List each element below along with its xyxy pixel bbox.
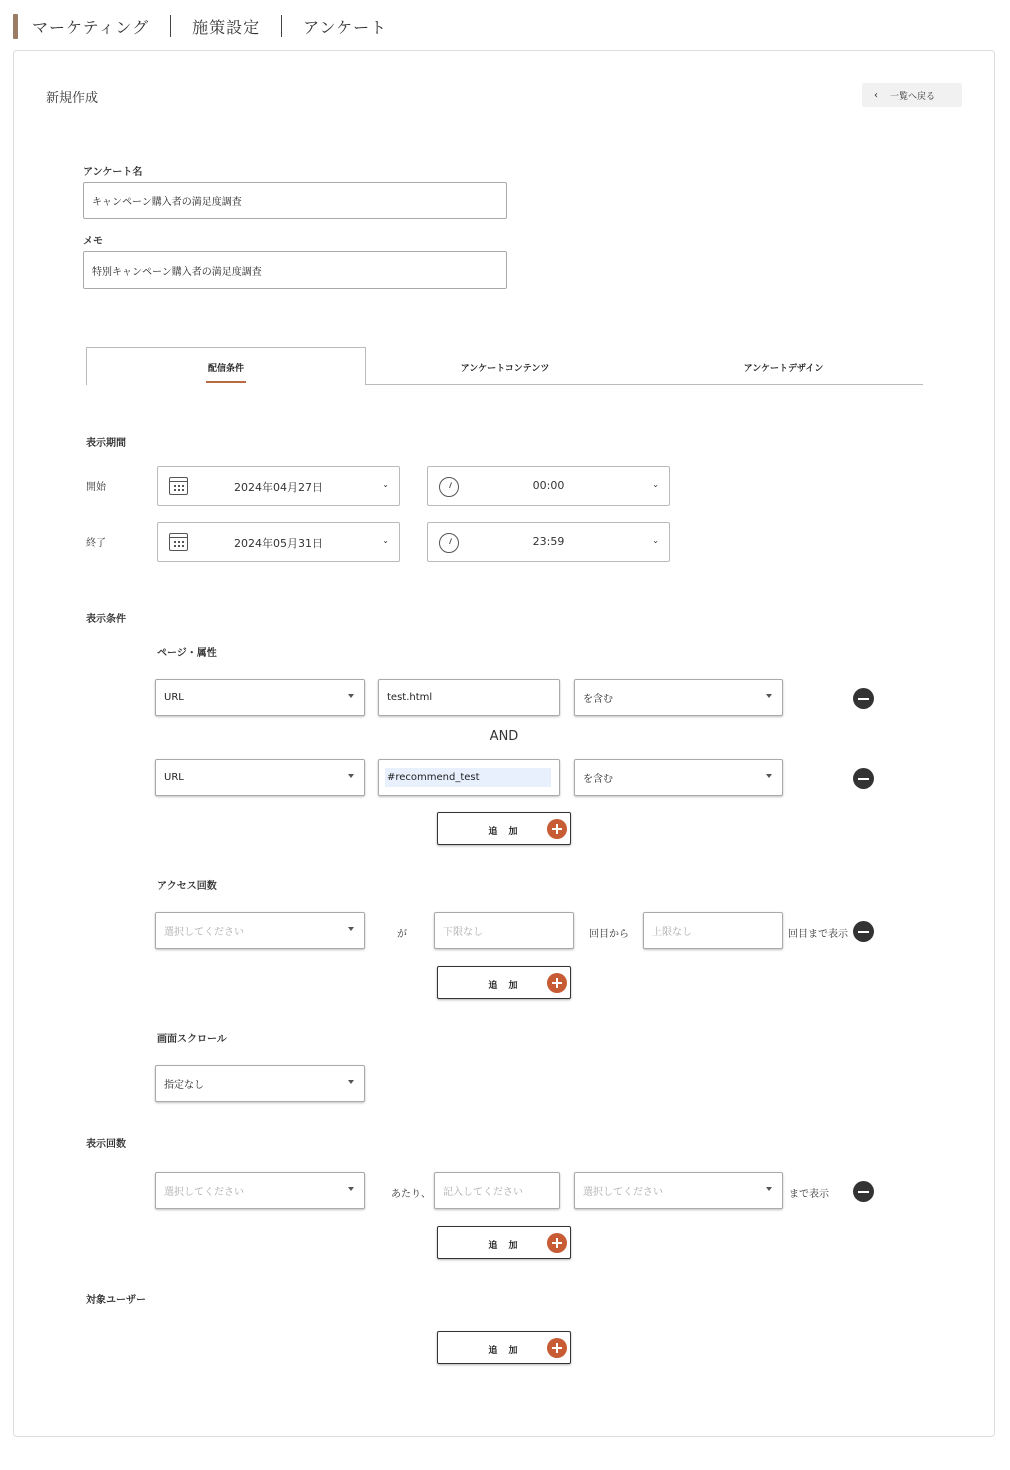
breadcrumb xyxy=(13,12,387,40)
breadcrumb-divider xyxy=(170,15,171,37)
chevron-down-icon: ⌄ xyxy=(382,536,389,545)
plus-circle-icon xyxy=(547,819,567,839)
end-time-value: 23:59 xyxy=(532,535,565,548)
condition-match-select[interactable] xyxy=(574,759,783,796)
condition-value-input[interactable] xyxy=(378,759,560,796)
caret-down-icon xyxy=(348,774,354,778)
add-button-label: 追 加 xyxy=(488,1241,522,1251)
condition-match-select[interactable] xyxy=(574,679,783,716)
tab-delivery-conditions-label[interactable]: 配信条件 xyxy=(207,364,244,374)
start-time-picker[interactable] xyxy=(427,466,670,506)
breadcrumb-divider xyxy=(281,15,282,37)
tab-survey-contents[interactable]: アンケートコンテンツ xyxy=(460,364,550,374)
chevron-left-icon: ‹ xyxy=(874,89,878,101)
add-access-condition-button[interactable] xyxy=(437,966,571,999)
access-count-placeholder: 選択してください xyxy=(164,927,244,938)
condition-match-value: を含む xyxy=(583,774,613,785)
remove-circle-icon[interactable] xyxy=(853,688,874,709)
tab-survey-design[interactable]: アンケートデザイン xyxy=(743,364,824,374)
scroll-select[interactable] xyxy=(155,1065,365,1102)
end-time-picker[interactable] xyxy=(427,522,670,562)
page-attribute-label: ページ・属性 xyxy=(157,648,217,659)
end-label: 終了 xyxy=(86,538,106,549)
caret-down-icon xyxy=(766,1187,772,1191)
start-date-picker[interactable] xyxy=(157,466,400,506)
add-page-condition-button[interactable] xyxy=(437,812,571,845)
caret-down-icon xyxy=(348,694,354,698)
plus-circle-icon xyxy=(547,973,567,993)
end-date-value: 2024年05月31日 xyxy=(234,537,323,550)
condition-type-value: URL xyxy=(164,692,184,703)
plus-circle-icon xyxy=(547,1338,567,1358)
and-joiner: AND xyxy=(489,729,519,744)
display-count-label: 表示回数 xyxy=(86,1139,126,1150)
add-button-label: 追 加 xyxy=(488,1346,522,1356)
chevron-down-icon: ⌄ xyxy=(652,480,659,489)
breadcrumb-item-marketing[interactable]: マーケティング xyxy=(32,17,150,37)
add-button-label: 追 加 xyxy=(488,981,522,991)
ga-text: が xyxy=(397,929,407,940)
display-conditions-label: 表示条件 xyxy=(86,614,126,625)
display-count-unit-placeholder: 選択してください xyxy=(583,1187,663,1198)
condition-type-value: URL xyxy=(164,772,184,783)
condition-value-input[interactable]: test.html xyxy=(378,679,560,716)
scroll-value: 指定なし xyxy=(164,1080,204,1091)
display-period-label: 表示期間 xyxy=(86,438,126,449)
remove-circle-icon[interactable] xyxy=(853,921,874,942)
target-user-label: 対象ユーザー xyxy=(86,1295,146,1306)
per-text: あたり、 xyxy=(391,1189,431,1200)
caret-down-icon xyxy=(348,1080,354,1084)
plus-circle-icon xyxy=(547,1233,567,1253)
back-to-list-label: 一覧へ戻る xyxy=(890,91,936,102)
access-upper-input[interactable]: 上限なし xyxy=(643,912,783,949)
end-date-picker[interactable] xyxy=(157,522,400,562)
condition-type-select[interactable] xyxy=(155,759,365,796)
access-lower-input[interactable]: 下限なし xyxy=(434,912,574,949)
access-count-select[interactable] xyxy=(155,912,365,949)
chevron-down-icon: ⌄ xyxy=(652,536,659,545)
back-to-list-button[interactable] xyxy=(862,83,962,107)
add-button-label: 追 加 xyxy=(488,827,522,837)
remove-circle-icon[interactable] xyxy=(853,1181,874,1202)
display-count-period-select[interactable] xyxy=(155,1172,365,1209)
scroll-label: 画面スクロール xyxy=(157,1034,227,1045)
survey-name-label: アンケート名 xyxy=(83,167,143,178)
display-until-text: まで表示 xyxy=(789,1189,829,1200)
survey-name-input[interactable]: キャンペーン購入者の満足度調査 xyxy=(83,182,507,219)
display-count-period-placeholder: 選択してください xyxy=(164,1187,244,1198)
access-count-label: アクセス回数 xyxy=(157,881,217,892)
caret-down-icon xyxy=(766,774,772,778)
until-text: 回目まで表示 xyxy=(788,929,848,940)
add-display-count-button[interactable] xyxy=(437,1226,571,1259)
start-time-value: 00:00 xyxy=(532,479,565,492)
condition-type-select[interactable] xyxy=(155,679,365,716)
start-label: 開始 xyxy=(86,482,106,493)
remove-circle-icon[interactable] xyxy=(853,768,874,789)
active-tab-indicator xyxy=(206,381,246,383)
from-text: 回目から xyxy=(589,929,629,940)
caret-down-icon xyxy=(348,1187,354,1191)
breadcrumb-item-survey: アンケート xyxy=(303,17,388,37)
page-title: 新規作成 xyxy=(46,91,99,106)
memo-input[interactable]: 特別キャンペーン購入者の満足度調査 xyxy=(83,251,507,289)
display-count-input[interactable]: 記入してください xyxy=(434,1172,560,1209)
caret-down-icon xyxy=(348,927,354,931)
memo-label: メモ xyxy=(83,236,103,247)
chevron-down-icon: ⌄ xyxy=(382,480,389,489)
add-target-user-button[interactable] xyxy=(437,1331,571,1364)
accent-bar xyxy=(13,14,18,39)
condition-value-text: #recommend_test xyxy=(385,768,551,787)
start-date-value: 2024年04月27日 xyxy=(234,481,323,494)
display-count-unit-select[interactable] xyxy=(574,1172,783,1209)
condition-match-value: を含む xyxy=(583,694,613,705)
caret-down-icon xyxy=(766,694,772,698)
breadcrumb-item-measures[interactable]: 施策設定 xyxy=(192,17,261,37)
